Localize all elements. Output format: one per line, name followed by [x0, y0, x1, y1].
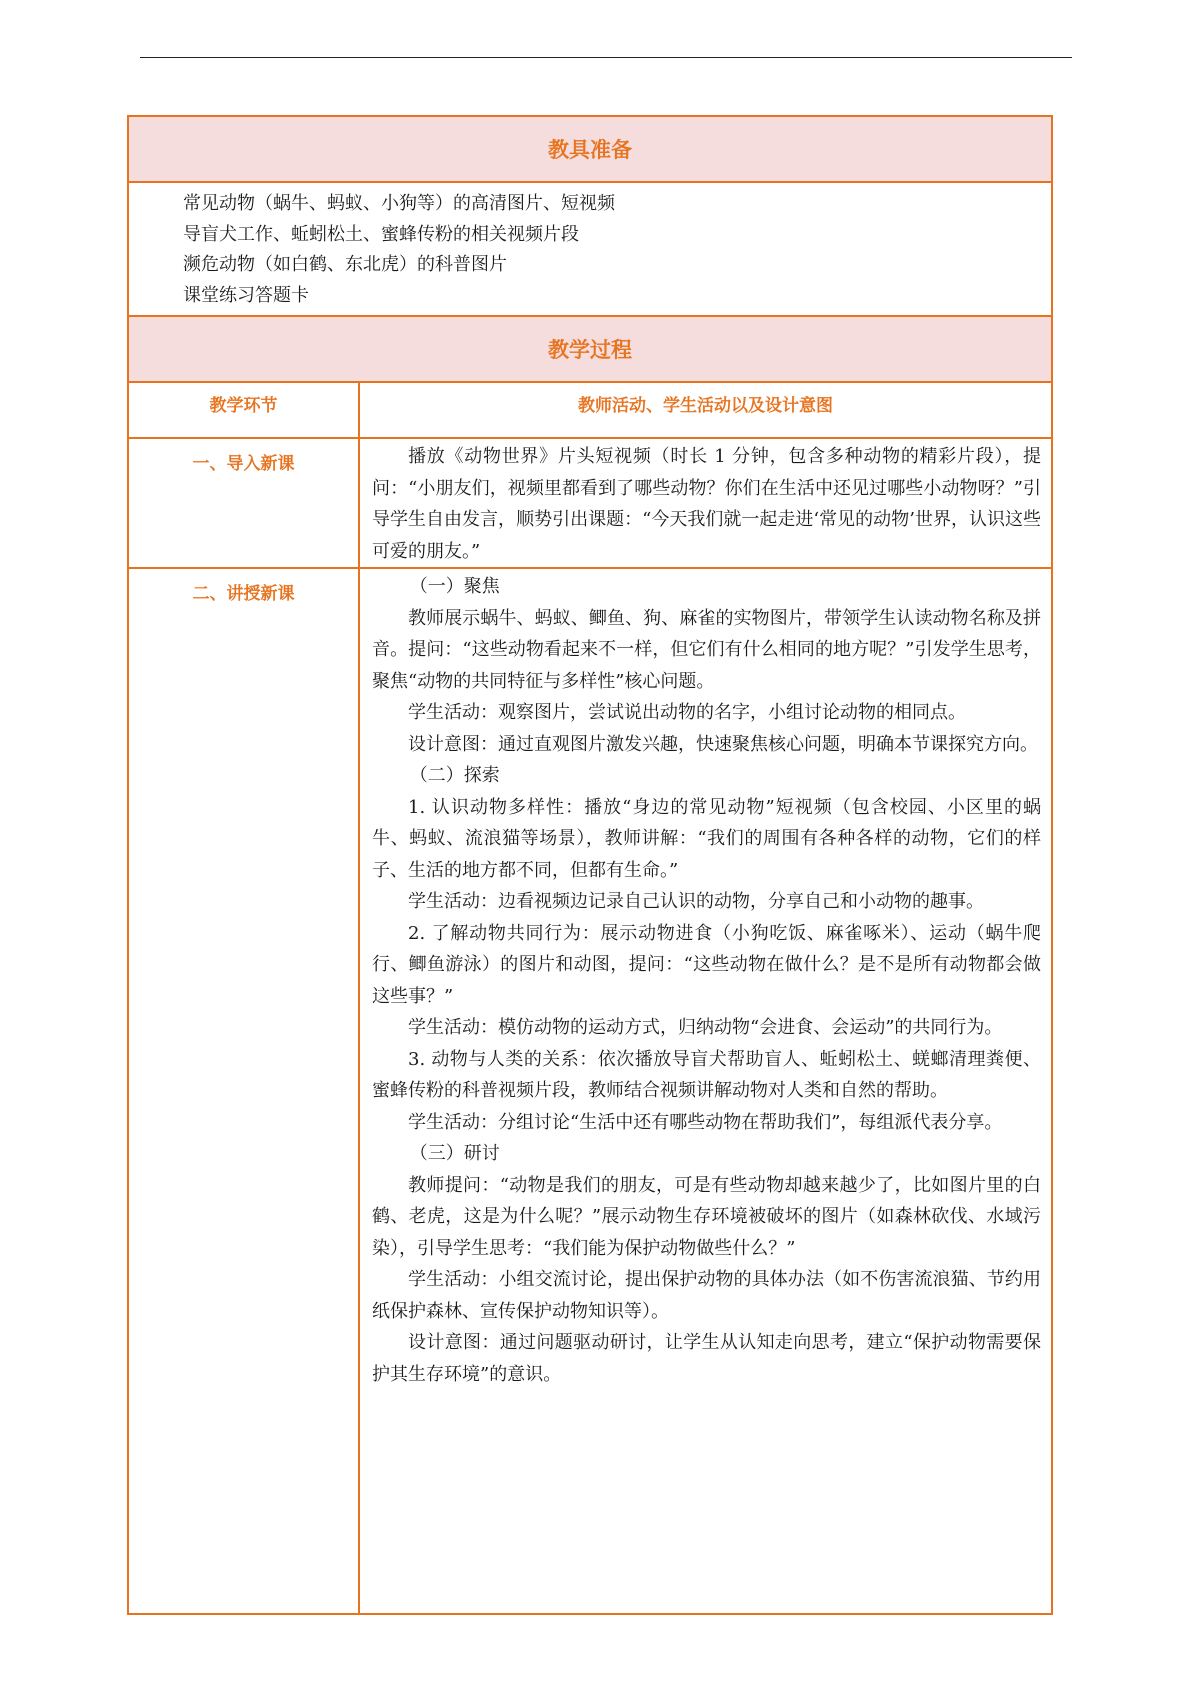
stage-label: 一、导入新课: [192, 454, 295, 474]
materials-list: [128, 182, 1052, 316]
column-header-activities-label: 教师活动、学生活动以及设计意图: [578, 396, 833, 416]
materials-list-row: [128, 182, 1052, 316]
materials-header-row: [128, 116, 1052, 182]
materials-item: 导盲犬工作、蚯蚓松土、蜜蜂传粉的相关视频片段: [183, 223, 579, 245]
activity-paragraph: 教师提问：“动物是我们的朋友，可是有些动物却越来越少了，比如图片里的白鹤、老虎，这是为什么呢？”展示动物生存环境被破坏的图片（如森林砍伐、水域污染），引导学生思考：“我们能为保护动物做些什么？”: [372, 1174, 1041, 1259]
table-row: [128, 438, 1052, 568]
materials-title: 教具准备: [548, 138, 632, 162]
activity-cell: [359, 568, 1052, 1614]
materials-item: 常见动物（蜗牛、蚂蚁、小狗等）的高清图片、短视频: [183, 193, 615, 214]
stage-label: 二、讲授新课: [192, 584, 295, 604]
activity-paragraph: 设计意图：通过问题驱动研讨，让学生从认知走向思考，建立“保护动物需要保护其生存环境”的意识。: [372, 1332, 1041, 1385]
header-rule: [140, 57, 1072, 58]
subsection-heading: （二）探索: [409, 765, 500, 786]
materials-header-cell: [128, 116, 1052, 182]
activity-cell: [359, 438, 1052, 568]
column-header-stage: [128, 382, 359, 438]
activity-paragraph: 3. 动物与人类的关系：依次播放导盲犬帮助盲人、蚯蚓松土、蜣螂清理粪便、蜜蜂传粉的科普视频片段，教师结合视频讲解动物对人类和自然的帮助。: [372, 1048, 1041, 1101]
activity-paragraph: 学生活动：小组交流讨论，提出保护动物的具体办法（如不伤害流浪猫、节约用纸保护森林、宣传保护动物知识等）。: [372, 1269, 1041, 1322]
activity-paragraph: 播放《动物世界》片头短视频（时长 1 分钟，包含多种动物的精彩片段），提问：“小朋友们，视频里都看到了哪些动物？你们在生活中还见过哪些小动物呀？”引导学生自由发言，顺势引出课题：“今天我们就一起走进‘常见的动物’世界，认识这些可爱的朋友。”: [372, 446, 1041, 562]
activity-paragraph: 2. 了解动物共同行为：展示动物进食（小狗吃饭、麻雀啄米）、运动（蜗牛爬行、鲫鱼游泳）的图片和动图，提问：“这些动物在做什么？是不是所有动物都会做这些事？”: [372, 922, 1041, 1007]
table-row: [128, 568, 1052, 1614]
subsection-heading: （一）聚焦: [409, 576, 500, 597]
activity-paragraph: 学生活动：观察图片，尝试说出动物的名字，小组讨论动物的相同点。: [408, 702, 966, 723]
subsection-heading: （三）研讨: [409, 1143, 500, 1164]
lesson-plan-table: [127, 115, 1053, 1615]
materials-item: 课堂练习答题卡: [183, 284, 309, 306]
activity-paragraph: 学生活动：边看视频边记录自己认识的动物，分享自己和小动物的趣事。: [408, 891, 984, 912]
stage-cell: [128, 568, 359, 1614]
process-title: 教学过程: [548, 338, 632, 362]
activity-paragraph: 学生活动：分组讨论“生活中还有哪些动物在帮助我们”，每组派代表分享。: [408, 1111, 1003, 1133]
column-header-activities: [359, 382, 1052, 438]
activity-paragraph: 设计意图：通过直观图片激发兴趣，快速聚焦核心问题，明确本节课探究方向。: [408, 733, 1038, 755]
process-header-row: [128, 316, 1052, 382]
materials-item: 濒危动物（如白鹤、东北虎）的科普图片: [183, 254, 507, 275]
activity-paragraph: 教师展示蜗牛、蚂蚁、鲫鱼、狗、麻雀的实物图片，带领学生认读动物名称及拼音。提问：“这些动物看起来不一样，但它们有什么相同的地方呢？”引发学生思考，聚焦“动物的共同特征与多样性”核心问题。: [372, 607, 1041, 692]
activity-paragraph: 学生活动：模仿动物的运动方式，归纳动物“会进食、会运动”的共同行为。: [408, 1017, 1003, 1038]
process-header-cell: [128, 316, 1052, 382]
activity-paragraph: 1. 认识动物多样性：播放“身边的常见动物”短视频（包含校园、小区里的蜗牛、蚂蚁、流浪猫等场景），教师讲解：“我们的周围有各种各样的动物，它们的样子、生活的地方都不同，但都有生命。”: [372, 796, 1041, 881]
column-header-stage-label: 教学环节: [209, 396, 278, 416]
stage-cell: [128, 438, 359, 568]
column-header-row: [128, 382, 1052, 438]
